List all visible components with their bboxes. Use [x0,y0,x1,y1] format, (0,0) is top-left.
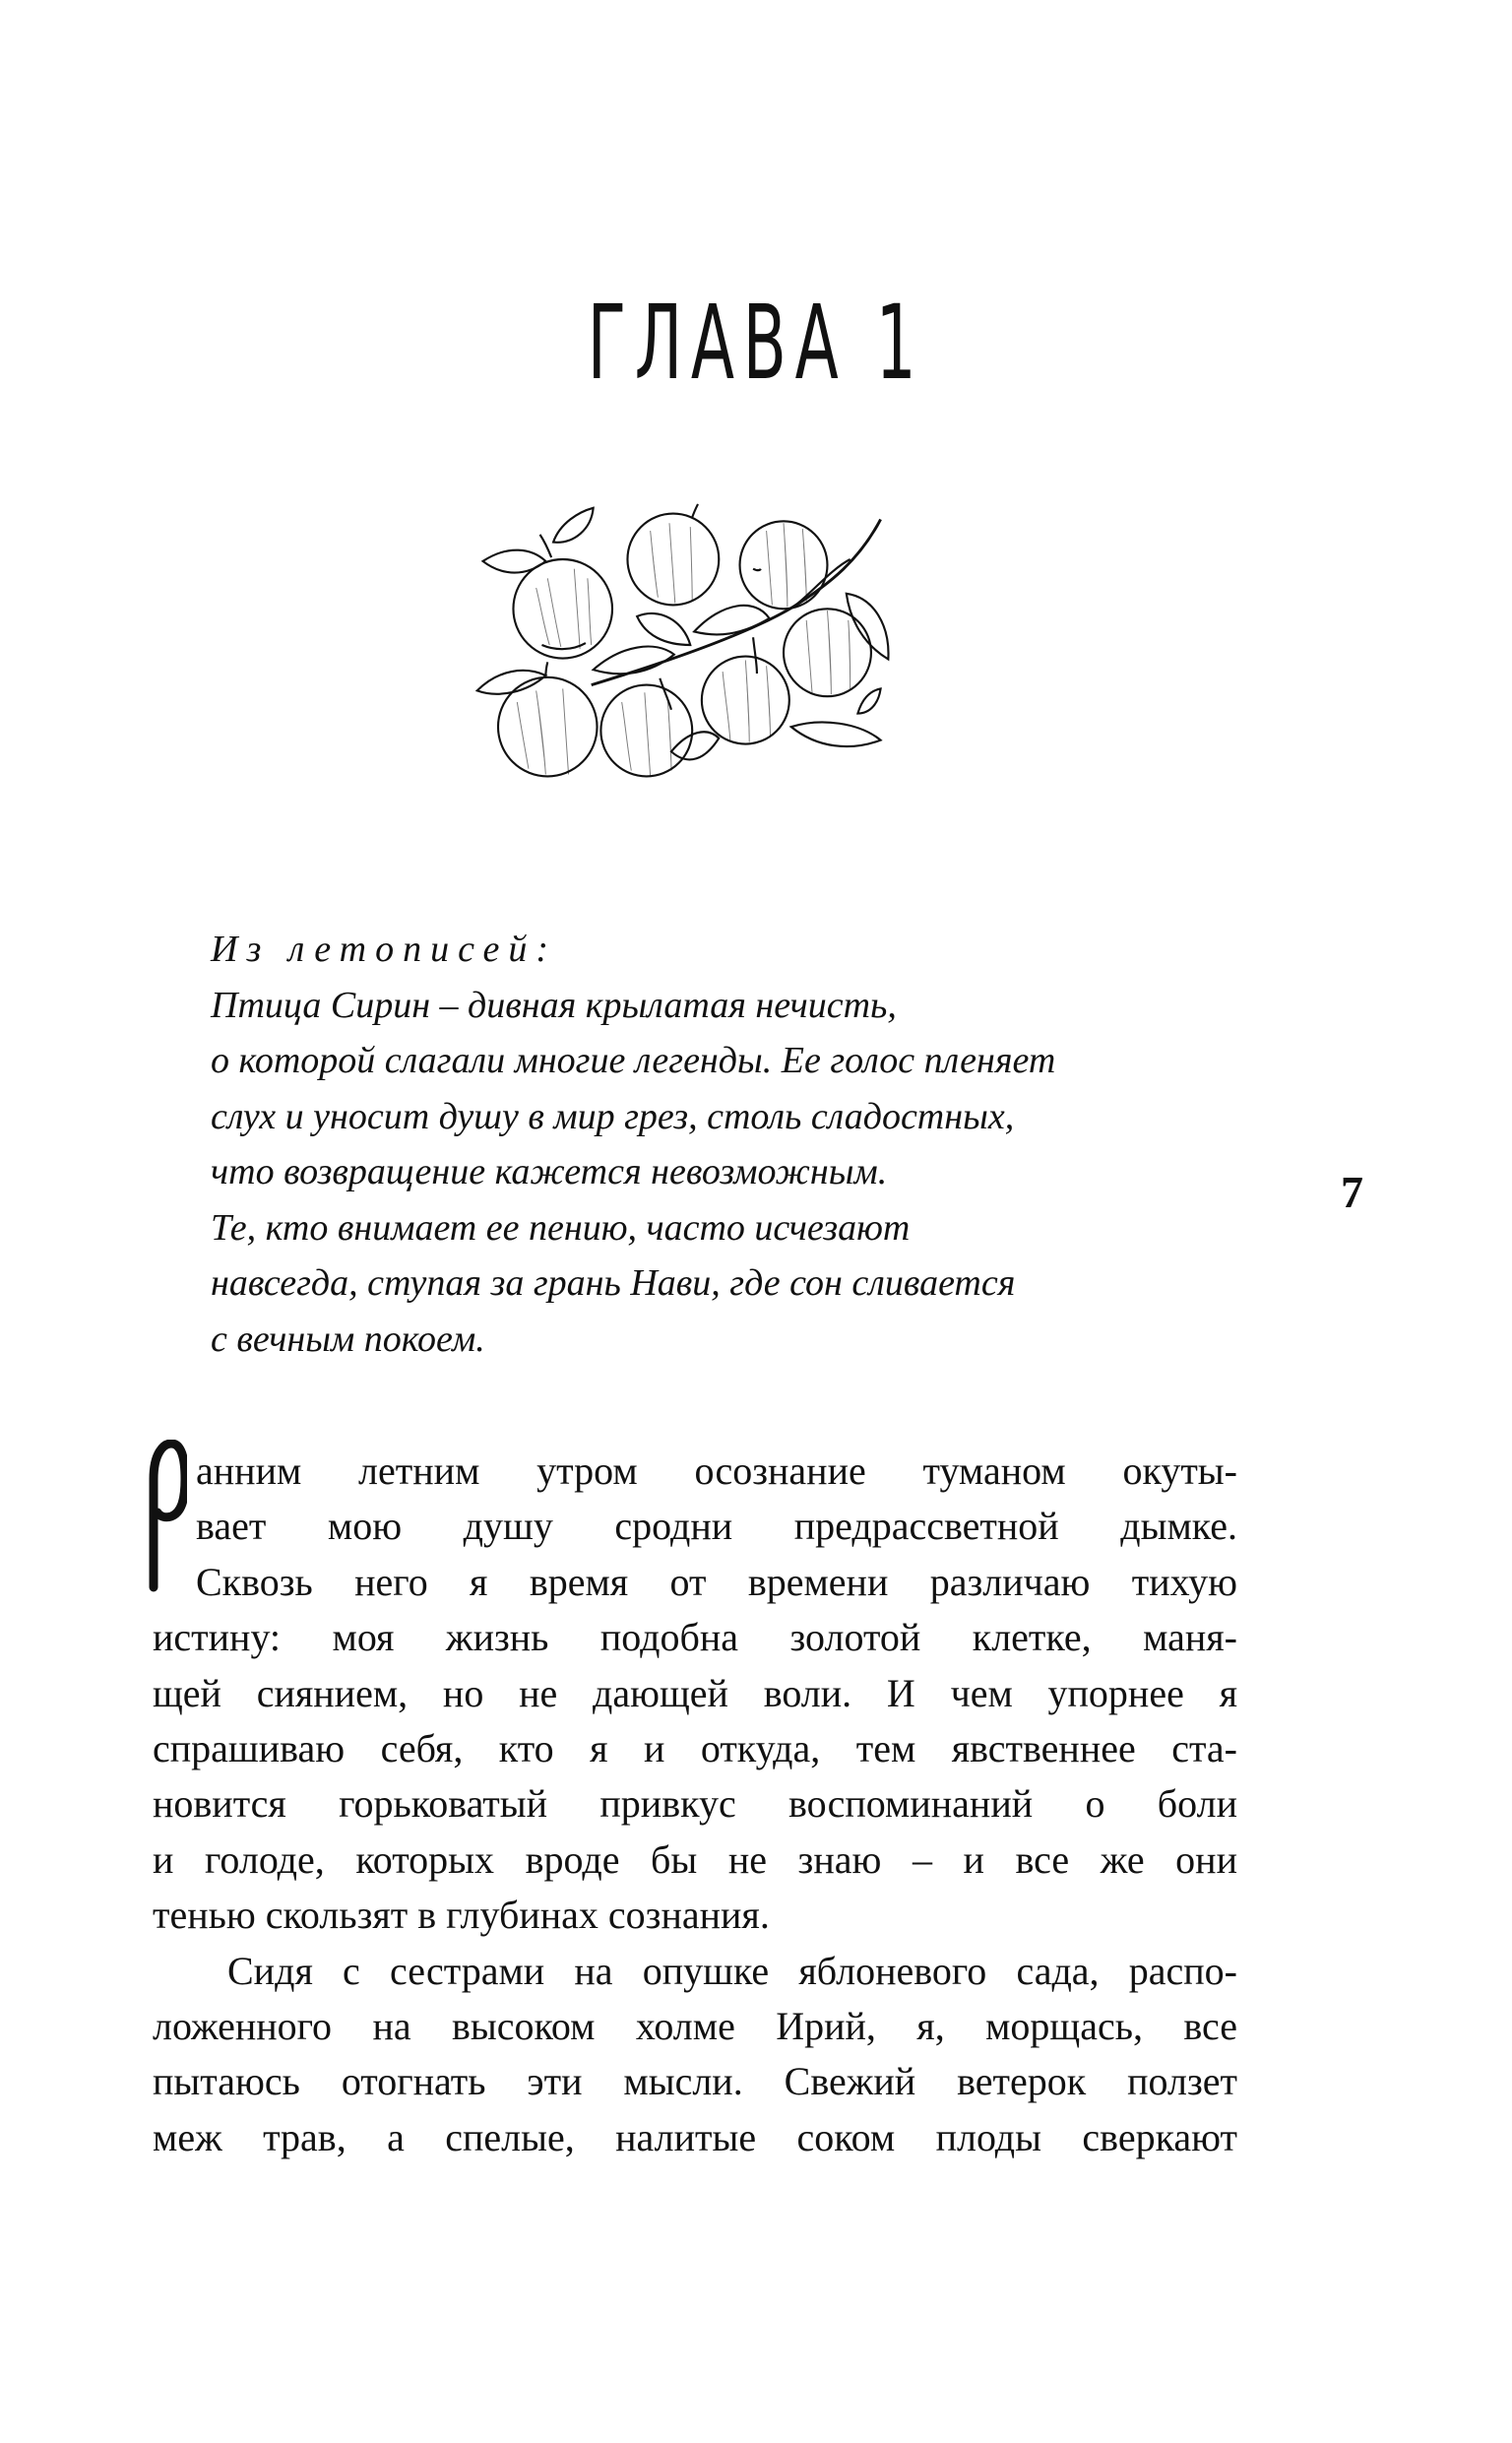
text-line: спрашиваю себя, кто я и откуда, тем явственнее ста- [153,1725,1237,1770]
text-line: пытаюсь отогнать эти мысли. Свежий ветерок ползет [153,2059,1237,2104]
epigraph-line: Птица Сирин – дивная крылатая нечисть, [211,984,897,1026]
text-line: Сидя с сестрами на опушке яблоневого сада, распо- [227,1948,1237,1993]
epigraph-line: о которой слагали многие легенды. Ее голос пленяет [211,1040,1056,1081]
apple-branch-icon [469,502,927,788]
text-line: Сквозь него я время от времени различаю тихую [196,1559,1237,1604]
text-line: меж трав, а спелые, налитые соком плоды сверкают [153,2114,1237,2159]
text-line: вает мою душу сродни предрассветной дымке. [196,1504,1237,1549]
epigraph-line: с вечным покоем. [211,1318,485,1360]
epigraph-line: что возвращение кажется невозможным. [211,1151,888,1192]
paragraph-2 [153,1944,1237,2166]
text-line: ложенного на высоком холме Ирий, я, морщась, все [153,2003,1237,2048]
body-text [153,1444,1237,2165]
text-line: тенью скользят в глубинах сознания. [153,1893,770,1938]
epigraph-heading: Из летописей: [211,929,557,970]
text-line: щей сиянием, но не дающей воли. И чем упорнее я [153,1670,1237,1715]
text-line: новится горьковатый привкус воспоминаний о боли [153,1781,1237,1827]
epigraph-line: Те, кто внимает ее пению, часто исчезают [211,1206,911,1249]
chapter-title: ГЛАВА 1 [587,283,925,403]
page-number: 7 [1341,1167,1363,1217]
epigraph-line: навсегда, ступая за грань Нави, где сон сливается [211,1262,1016,1304]
epigraph-line: слух и уносит душу в мир грез, столь сладостных, [211,1095,1015,1137]
text-line: и голоде, которых вроде бы не знаю – и все же они [153,1836,1237,1882]
text-line: анним летним утром осознание туманом окуты- [196,1448,1237,1493]
text-line: истину: моя жизнь подобна золотой клетке, маня- [153,1615,1237,1660]
epigraph [211,922,1254,1367]
paragraph-1 [153,1444,1237,1944]
